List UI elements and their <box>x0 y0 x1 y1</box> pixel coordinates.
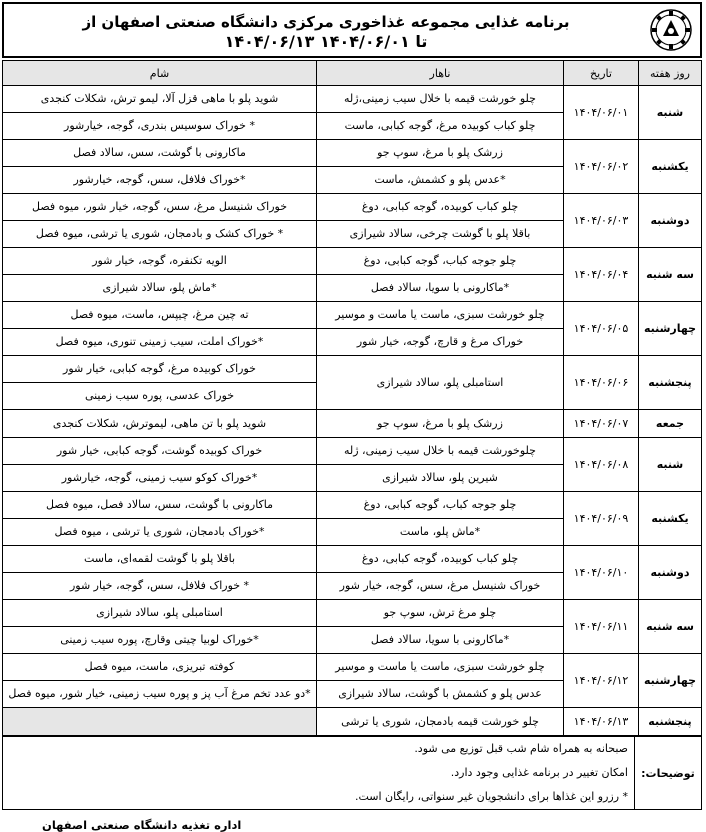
lunch-cell <box>317 492 564 546</box>
lunch-item: چلو کباب کوبیده، گوجه کبابی، دوغ <box>317 546 563 573</box>
lunch-item: زرشک پلو با مرغ، سوپ جو <box>317 140 563 167</box>
university-seal-icon <box>650 9 692 51</box>
table-row <box>3 410 702 438</box>
day-cell: یکشنبه <box>639 492 702 546</box>
menu-table-header-row <box>3 61 702 86</box>
lunch-cell <box>317 302 564 356</box>
footer-office-name: اداره تغذیه دانشگاه صنعتی اصفهان <box>42 818 242 832</box>
lunch-cell <box>317 546 564 600</box>
table-row <box>3 194 702 248</box>
day-cell: یکشنبه <box>639 140 702 194</box>
title-prefix: برنامه غذایی مجموعه غذاخوری مرکزی دانشگاه صنعتی اصفهان از <box>82 13 570 31</box>
date-cell: ۱۴۰۴/۰۶/۱۰ <box>564 546 639 600</box>
dinner-cell <box>3 546 317 600</box>
lunch-item: چلو جوجه کباب، گوجه کبابی، دوغ <box>317 248 563 275</box>
date-cell: ۱۴۰۴/۰۶/۰۹ <box>564 492 639 546</box>
dinner-item: *دو عدد تخم مرغ آب پز و پوره سیب زمینی، خیار شور، میوه فصل <box>8 687 311 700</box>
dinner-item: ماکارونی با گوشت، سس، سالاد فصل، میوه فصل <box>3 492 316 519</box>
dinner-item: ته چین مرغ، چیپس، ماست، میوه فصل <box>3 302 316 329</box>
lunch-item: خوراک مرغ و قارچ، گوجه، خیار شور <box>356 335 524 348</box>
date-cell: ۱۴۰۴/۰۶/۰۷ <box>564 410 639 438</box>
table-row <box>3 140 702 194</box>
date-cell: ۱۴۰۴/۰۶/۱۲ <box>564 654 639 708</box>
dinner-cell <box>3 708 317 736</box>
day-cell: پنجشنبه <box>639 356 702 410</box>
table-row <box>3 438 702 492</box>
lunch-cell <box>317 410 564 438</box>
notes-table <box>2 736 702 810</box>
header-date: تاریخ <box>564 61 639 86</box>
menu-table <box>2 60 702 736</box>
dinner-item: *خوراک لوبیا چیتی وقارچ، پوره سیب زمینی <box>60 633 259 646</box>
day-cell: شنبه <box>639 86 702 140</box>
dinner-item: * خوراک کشک و بادمجان، شوری یا ترشی، میوه فصل <box>35 227 284 240</box>
dinner-item: کوفته تبریزی، ماست، میوه فصل <box>3 654 316 681</box>
notes-content <box>3 737 635 810</box>
dinner-cell <box>3 356 317 410</box>
dinner-item: خوراک کوبیده مرغ، گوجه کبابی، خیار شور <box>3 356 316 383</box>
day-cell: سه شنبه <box>639 248 702 302</box>
dinner-cell <box>3 86 317 140</box>
dinner-cell <box>3 438 317 492</box>
lunch-item: *ماکارونی با سویا، سالاد فصل <box>370 281 510 294</box>
table-row <box>3 600 702 654</box>
dinner-cell <box>3 194 317 248</box>
date-cell: ۱۴۰۴/۰۶/۰۳ <box>564 194 639 248</box>
lunch-cell <box>317 248 564 302</box>
dinner-cell <box>3 140 317 194</box>
lunch-item: چلوخورشت قیمه با خلال سیب زمینی، ژله <box>317 438 563 465</box>
lunch-item: خوراک شنیسل مرغ، سس، گوجه، خیار شور <box>339 579 541 592</box>
day-cell: سه شنبه <box>639 600 702 654</box>
table-row <box>3 708 702 736</box>
date-cell: ۱۴۰۴/۰۶/۰۱ <box>564 86 639 140</box>
table-row <box>3 546 702 600</box>
lunch-item: چلو خورشت قیمه بادمجان، شوری یا ترشی <box>341 715 539 728</box>
title-date-range: ۱۴۰۴/۰۶/۱۳ تا ۱۴۰۴/۰۶/۰۱ <box>224 32 428 51</box>
date-cell: ۱۴۰۴/۰۶/۱۱ <box>564 600 639 654</box>
menu-table-body <box>3 86 702 736</box>
date-cell: ۱۴۰۴/۰۶/۰۵ <box>564 302 639 356</box>
lunch-cell <box>317 600 564 654</box>
dinner-item: ماکارونی با گوشت، سس، سالاد فصل <box>3 140 316 167</box>
day-cell: چهارشنبه <box>639 654 702 708</box>
dinner-item: *خوراک فلافل، سس، گوجه، خیارشور <box>73 173 246 186</box>
lunch-cell <box>317 438 564 492</box>
dinner-item: *خوراک املت، سیب زمینی تنوری، میوه فصل <box>55 335 264 348</box>
lunch-item: چلو کباب کوبیده مرغ، گوجه کبابی، ماست <box>344 119 536 132</box>
dinner-cell <box>3 492 317 546</box>
table-row <box>3 86 702 140</box>
lunch-item: زرشک پلو با مرغ، سوپ جو <box>377 417 503 430</box>
notes-label: توضیحات: <box>635 737 702 810</box>
dinner-item: *خوراک کوکو سیب زمینی، گوجه، خیارشور <box>61 471 258 484</box>
lunch-cell <box>317 86 564 140</box>
note-line: * رزرو این غذاها برای دانشجویان غیر سنواتی، رایگان است. <box>354 790 628 803</box>
dinner-item: * خوراک فلافل، سس، گوجه، خیار شور <box>69 579 250 592</box>
date-cell: ۱۴۰۴/۰۶/۰۶ <box>564 356 639 410</box>
lunch-item: چلو خورشت قیمه با خلال سیب زمینی،ژله <box>317 86 563 113</box>
dinner-item: الویه تکنفره، گوجه، خیار شور <box>3 248 316 275</box>
lunch-item: چلو مرغ ترش، سوپ جو <box>317 600 563 627</box>
lunch-item: شیرین پلو، سالاد شیرازی <box>382 471 498 484</box>
day-cell: شنبه <box>639 438 702 492</box>
lunch-item: عدس پلو و کشمش با گوشت، سالاد شیرازی <box>338 687 542 700</box>
lunch-item: *ماکارونی با سویا، سالاد فصل <box>370 633 510 646</box>
table-row <box>3 654 702 708</box>
header-day: روز هفته <box>639 61 702 86</box>
notes-row <box>3 737 702 810</box>
dinner-cell <box>3 654 317 708</box>
menu-page <box>2 2 702 832</box>
date-cell: ۱۴۰۴/۰۶/۰۲ <box>564 140 639 194</box>
dinner-cell <box>3 410 317 438</box>
day-cell: دوشنبه <box>639 546 702 600</box>
header-lunch: ناهار <box>317 61 564 86</box>
dinner-item: * خوراک سوسیس بندری، گوجه، خیارشور <box>64 119 255 132</box>
lunch-item: چلو خورشت سبزی، ماست یا ماست و موسیر <box>317 302 563 329</box>
table-row <box>3 356 702 410</box>
dinner-item: خوراک عدسی، پوره سیب زمینی <box>84 389 235 402</box>
lunch-cell <box>317 140 564 194</box>
lunch-item: باقلا پلو با گوشت چرخی، سالاد شیرازی <box>349 227 531 240</box>
table-row <box>3 302 702 356</box>
date-cell: ۱۴۰۴/۰۶/۰۴ <box>564 248 639 302</box>
lunch-cell <box>317 654 564 708</box>
lunch-cell <box>317 356 564 410</box>
dinner-item: شوید پلو با تن ماهی، لیموترش، شکلات کنجدی <box>52 417 267 430</box>
table-row <box>3 248 702 302</box>
lunch-item: استامبلی پلو، سالاد شیرازی <box>376 376 504 389</box>
lunch-item: چلو جوجه کباب، گوجه کبابی، دوغ <box>317 492 563 519</box>
page-title <box>12 12 640 52</box>
dinner-item: خوراک کوبیده گوشت، گوجه کبابی، خیار شور <box>3 438 316 465</box>
dinner-empty <box>7 708 312 735</box>
lunch-cell <box>317 708 564 736</box>
day-cell: جمعه <box>639 410 702 438</box>
dinner-item: شوید پلو با ماهی قزل آلا، لیمو ترش، شکلات کنجدی <box>3 86 316 113</box>
dinner-item: *ماش پلو، سالاد شیرازی <box>102 281 217 294</box>
dinner-item: باقلا پلو با گوشت لقمه‌ای، ماست <box>3 546 316 573</box>
note-line: صبحانه به همراه شام شب قبل توزیع می شود. <box>414 742 628 755</box>
lunch-item: چلو کباب کوبیده، گوجه کبابی، دوغ <box>317 194 563 221</box>
date-cell: ۱۴۰۴/۰۶/۱۳ <box>564 708 639 736</box>
header-box <box>2 2 702 58</box>
header-dinner: شام <box>3 61 317 86</box>
table-row <box>3 492 702 546</box>
lunch-item: *ماش پلو، ماست <box>399 525 481 538</box>
lunch-cell <box>317 194 564 248</box>
date-cell: ۱۴۰۴/۰۶/۰۸ <box>564 438 639 492</box>
dinner-item: استامبلی پلو، سالاد شیرازی <box>3 600 316 627</box>
dinner-cell <box>3 302 317 356</box>
lunch-item: *عدس پلو و کشمش، ماست <box>374 173 506 186</box>
day-cell: دوشنبه <box>639 194 702 248</box>
note-line: امکان تغییر در برنامه غذایی وجود دارد. <box>450 766 628 779</box>
dinner-cell <box>3 600 317 654</box>
dinner-cell <box>3 248 317 302</box>
lunch-item: چلو خورشت سبزی، ماست یا ماست و موسیر <box>317 654 563 681</box>
dinner-item: خوراک شنیسل مرغ، سس، گوجه، خیار شور، میوه فصل <box>3 194 316 221</box>
day-cell: چهارشنبه <box>639 302 702 356</box>
dinner-item: *خوراک بادمجان، شوری یا ترشی ، میوه فصل <box>54 525 265 538</box>
day-cell: پنجشنبه <box>639 708 702 736</box>
